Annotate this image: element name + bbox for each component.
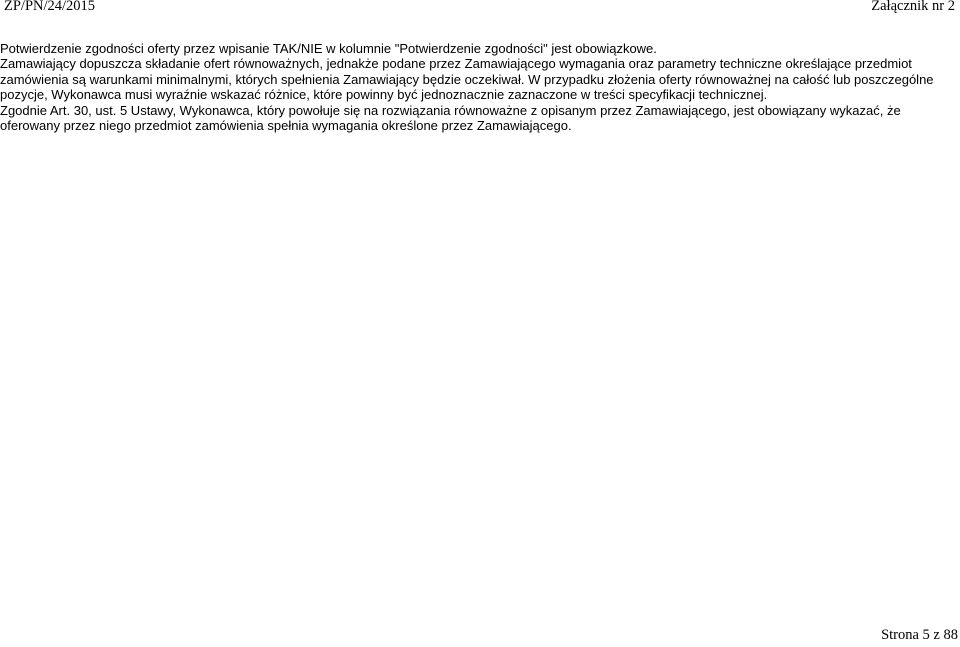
body-line-conclusion: oferowany przez niego przedmiot zamówienia spełnia wymagania określone przez Zamawiającego. <box>0 118 572 134</box>
document-number: ZP/PN/24/2015 <box>4 0 96 14</box>
page-number: Strona 5 z 88 <box>881 627 958 643</box>
attachment-label: Załącznik nr 2 <box>871 0 955 14</box>
body-line-differences: pozycje, Wykonawca musi wyraźnie wskazać różnice, które powinny być jednoznacznie zaznaczone w treści specyfikacji technicznej. <box>0 87 768 103</box>
body-line-legal-basis: Zgodnie Art. 30, ust. 5 Ustawy, Wykonawca, który powołuje się na rozwiązania równoważne z opisanym przez Zamawiającego, jest obowiązany wykazać, że <box>0 102 901 118</box>
body-line-confirmation: Potwierdzenie zgodności oferty przez wpisanie TAK/NIE w kolumnie "Potwierdzenie zgodności" jest obowiązkowe. <box>0 41 657 56</box>
document-body <box>0 41 960 133</box>
body-line-minimum-requirements: zamówienia są warunkami minimalnymi, których spełnienia Zamawiający będzie oczekiwał. W przypadku złożenia oferty równoważnej na całość lub poszczególne <box>0 71 934 87</box>
body-line-equivalent-offers: Zamawiający dopuszcza składanie ofert równoważnych, jednakże podane przez Zamawiającego wymagania oraz parametry techniczne określające przedmiot <box>0 56 912 72</box>
